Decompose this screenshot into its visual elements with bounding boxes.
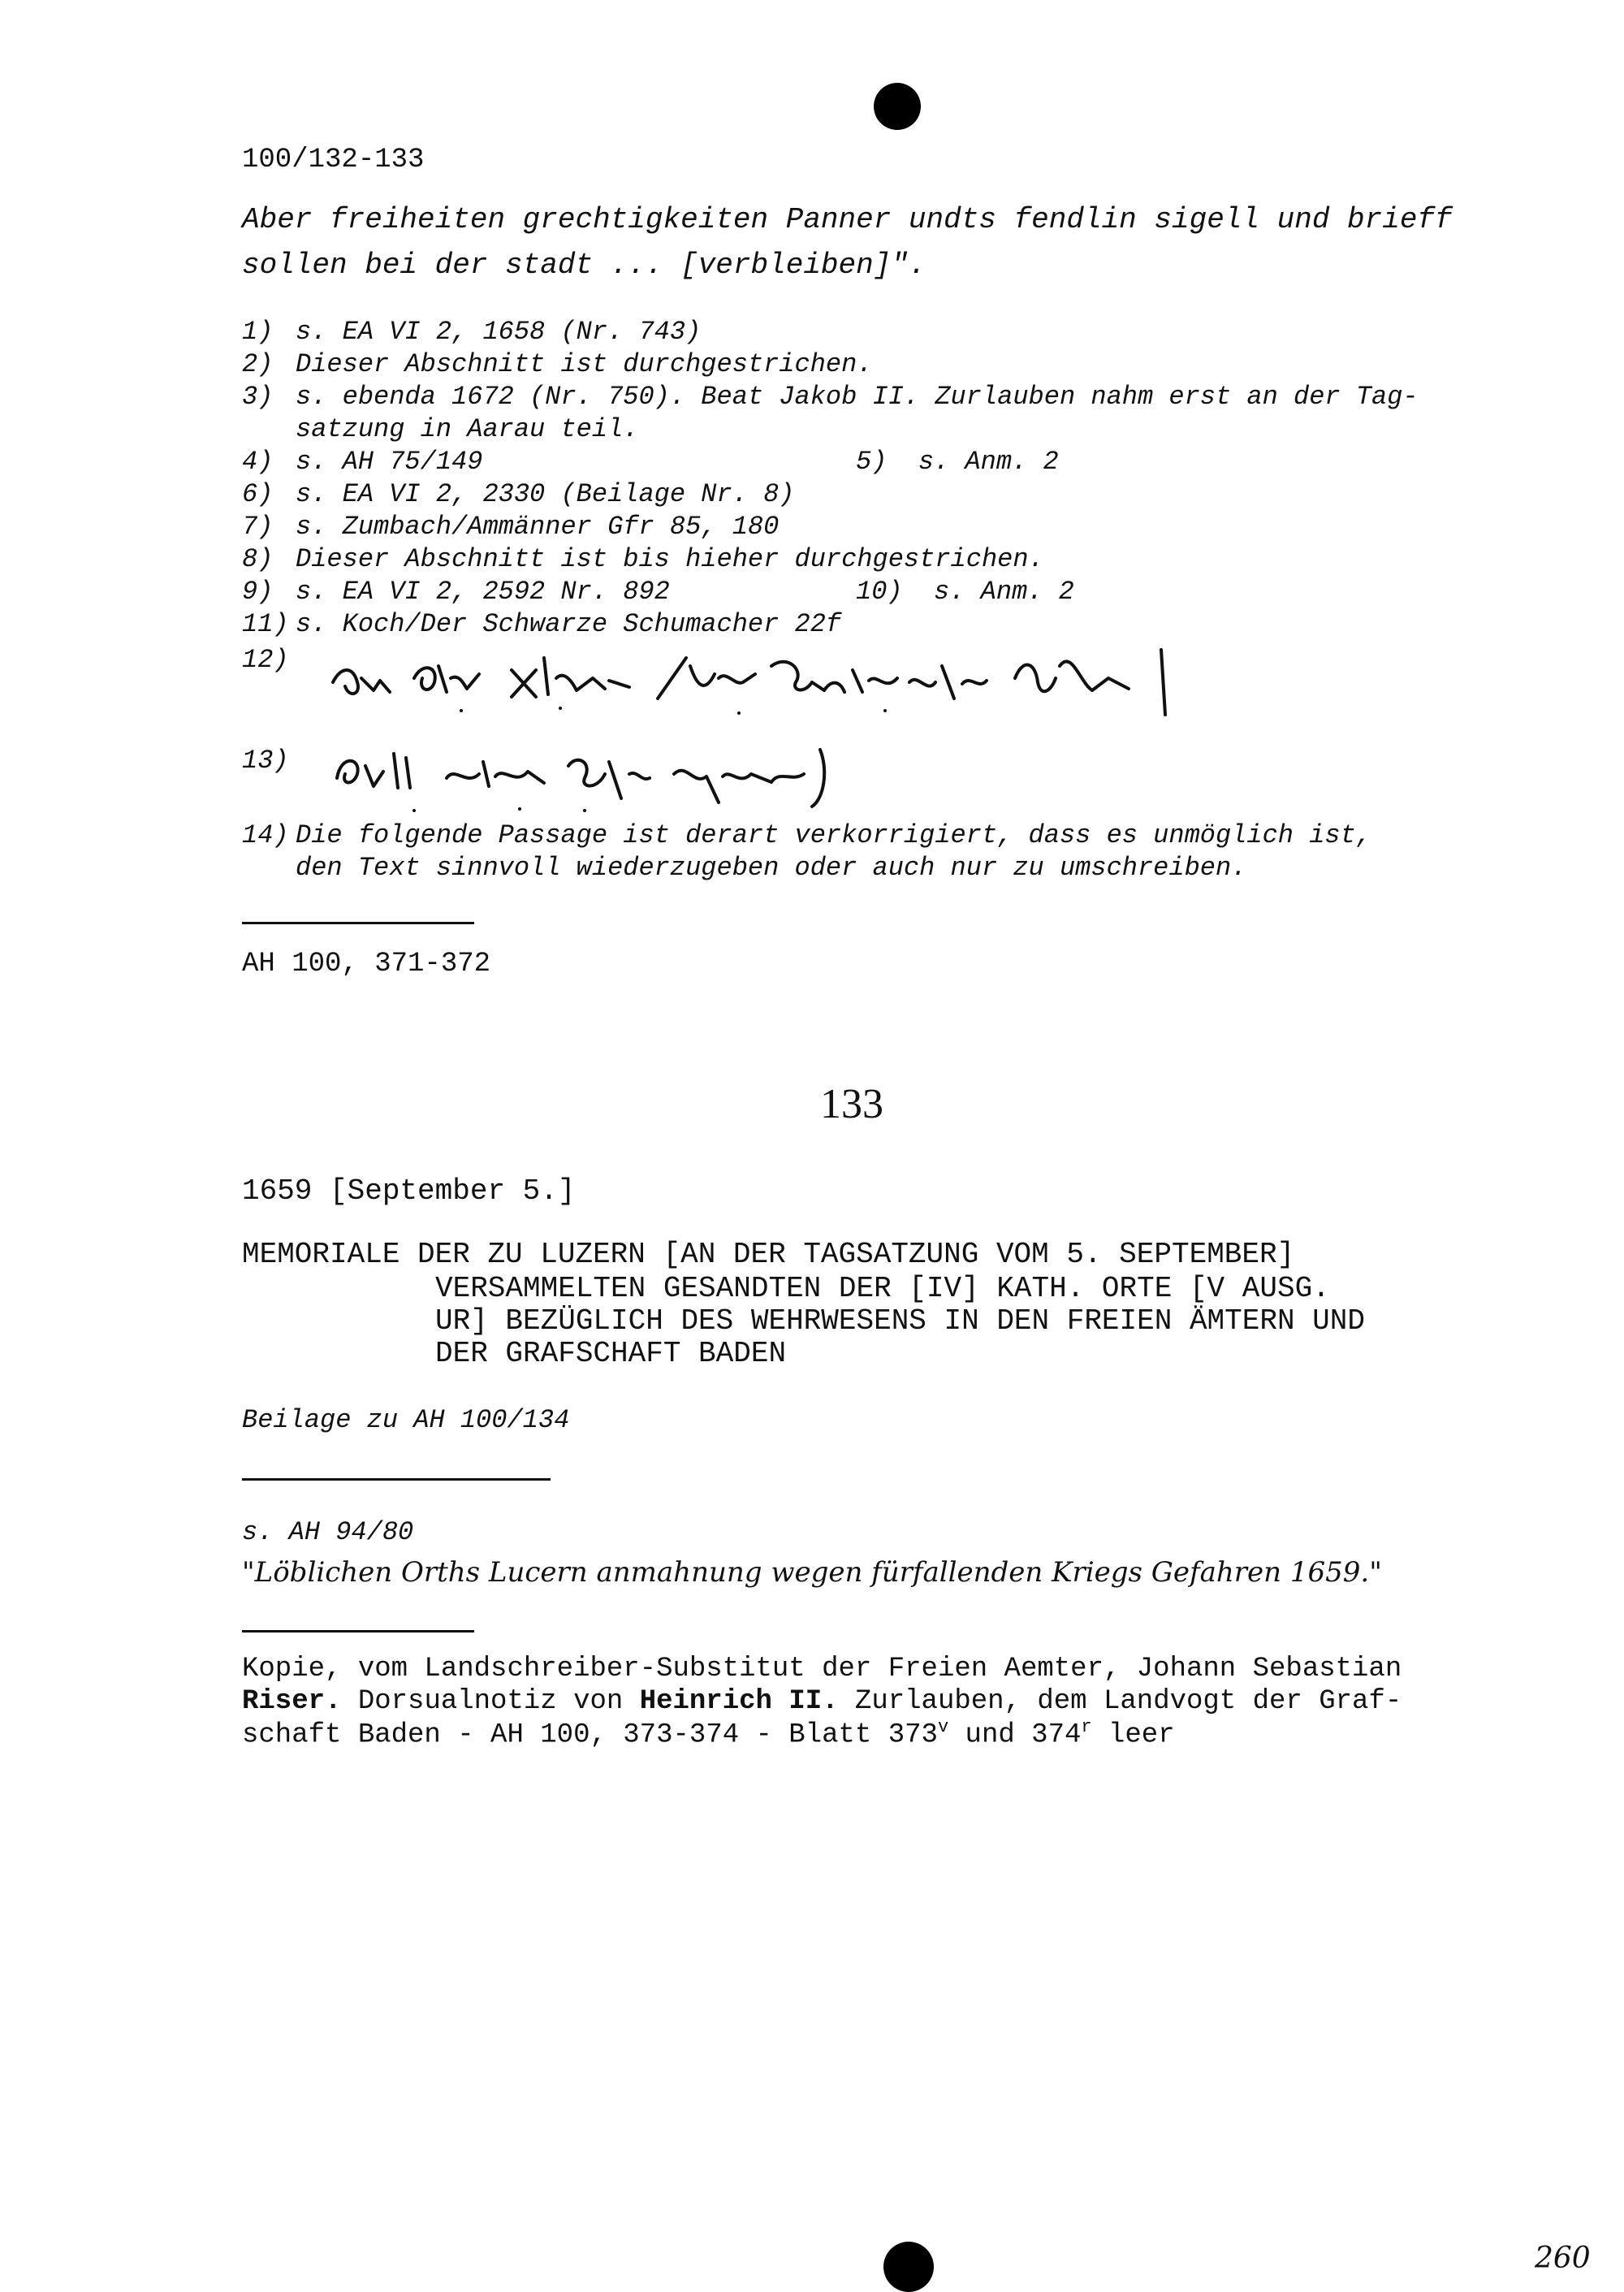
footnote: 3) s. ebenda 1672 (Nr. 750). Beat Jakob II. Zurlauben nahm erst an der Tag- — [242, 382, 1419, 412]
colophon-line: schaft Baden - AH 100, 373-374 - Blatt 373$^v$ und 374$^r$ leer — [242, 1717, 1175, 1751]
intro-line-1: Aber freiheiten grechtigkeiten Panner undts fendlin sigell und brieff — [242, 203, 1453, 236]
intro-line-2: sollen bei der stadt ... [verbleiben]". — [242, 249, 926, 282]
section-divider — [242, 1630, 474, 1633]
heading-line: VERSAMMELTEN GESANDTEN DER [IV] KATH. ORTE [V AUSG. — [435, 1272, 1330, 1305]
attachment-note: Beilage zu AH 100/134 — [242, 1405, 570, 1435]
document-number: 133 — [820, 1081, 883, 1127]
footnote: 13) — [242, 746, 289, 776]
footnote: 7) s. Zumbach/Ammänner Gfr 85, 180 — [242, 512, 780, 542]
footnote: 14) Die folgende Passage ist derart verkorrigiert, dass es unmöglich ist, — [242, 820, 1372, 850]
footnote: 9) s. EA VI 2, 2592 Nr. 892 — [242, 577, 670, 607]
colophon-line: Kopie, vom Landschreiber-Substitut der Freien Aemter, Johann Sebastian — [242, 1654, 1402, 1684]
footnote: 8) Dieser Abschnitt ist bis hieher durchgestrichen. — [242, 544, 1044, 574]
archival-title-quote: "Löblichen Orths Lucern anmahnung wegen fürfallenden Kriegs Gefahren 1659." — [242, 1556, 1382, 1589]
handwriting-footnote-12 — [317, 634, 1186, 723]
heading-line: MEMORIALE DER ZU LUZERN [AN DER TAGSATZUNG VOM 5. SEPTEMBER] — [242, 1238, 1295, 1271]
footnote: 1) s. EA VI 2, 1658 (Nr. 743) — [242, 317, 702, 347]
handwriting-footnote-13 — [317, 729, 901, 819]
document-date: 1659 [September 5.] — [242, 1174, 576, 1208]
footnote: 6) s. EA VI 2, 2330 (Beilage Nr. 8) — [242, 479, 795, 509]
footnote: 11) s. Koch/Der Schwarze Schumacher 22f — [242, 609, 842, 639]
punch-hole-bottom — [883, 2242, 934, 2292]
section-divider — [242, 922, 474, 924]
footnote: satzung in Aarau teil. — [296, 414, 639, 444]
cross-reference: s. AH 94/80 — [242, 1517, 414, 1547]
footnote-5: 5) s. Anm. 2 — [856, 447, 1059, 477]
footnote: 2) Dieser Abschnitt ist durchgestrichen. — [242, 349, 873, 379]
source-reference: AH 100, 371-372 — [242, 949, 491, 980]
footnote: 4) s. AH 75/149 — [242, 447, 483, 477]
footnote: 12) — [242, 645, 289, 675]
document-reference: 100/132-133 — [242, 145, 425, 175]
section-divider — [242, 1478, 551, 1481]
heading-line: UR] BEZÜGLICH DES WEHRWESENS IN DEN FREIEN ÄMTERN UND — [435, 1304, 1365, 1338]
colophon-line: Riser. Dorsualnotiz von Heinrich II. Zurlauben, dem Landvogt der Graf- — [242, 1686, 1402, 1717]
punch-hole-top — [874, 83, 921, 130]
footnote-10: 10) s. Anm. 2 — [856, 577, 1074, 607]
page-number: 260 — [1535, 2242, 1591, 2275]
heading-line: DER GRAFSCHAFT BADEN — [435, 1337, 787, 1370]
footnote: den Text sinnvoll wiederzugeben oder auch nur zu umschreiben. — [296, 853, 1247, 883]
